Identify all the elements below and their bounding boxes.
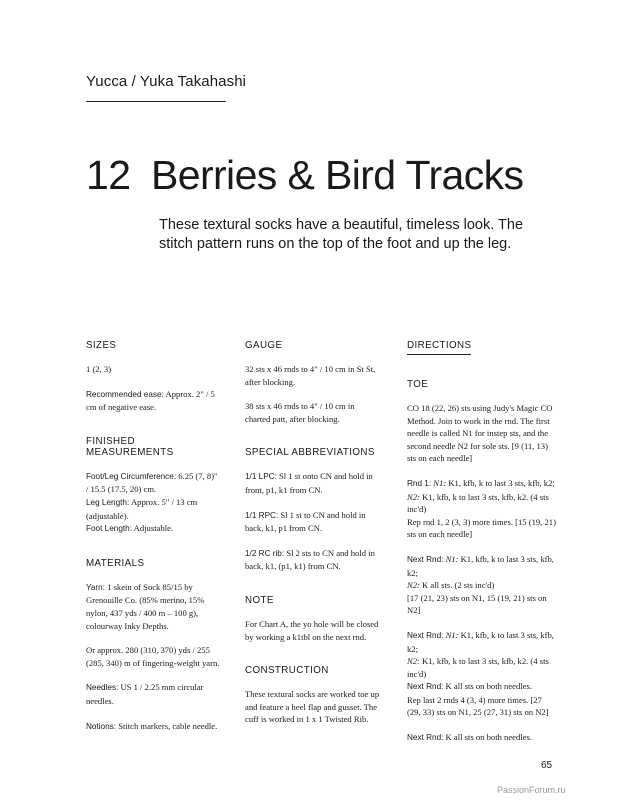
rnd1-n1-text: K1, kfb, k to last 3 sts, kfb, k2; <box>446 477 555 488</box>
next3-line <box>407 680 557 694</box>
rnd1-label: Rnd 1: <box>407 478 432 488</box>
next2-n2-text: K1, kfb, k to last 3 sts, kfb, k2. (4 sts inc'd) <box>407 656 549 679</box>
lpc-value: Sl 1 st onto CN and hold in front, p1, k1 from CN. <box>245 471 373 495</box>
next1-n1-line <box>407 553 557 579</box>
next2-n1-line <box>407 629 557 655</box>
next2-n1-text: K1, kfb, k to last 3 sts, kfb, k2; <box>407 629 554 654</box>
foot-length-paragraph <box>86 522 221 536</box>
gauge-stst: 32 sts x 46 rnds to 4" / 10 cm in St St, after blocking. <box>245 364 376 387</box>
page-number: 65 <box>541 760 553 771</box>
rnd1-n2-line <box>407 491 557 516</box>
watermark: PassionForum.ru <box>497 785 566 795</box>
next1-n2-text: K all sts. (2 sts inc'd) <box>419 580 495 591</box>
lpc-label: 1/1 LPC: <box>245 472 277 482</box>
construction-text: These textural socks are worked toe up and feature a heel flap and gusset. The cuff is worked in 1 x 1 Twisted Rib. <box>245 689 380 725</box>
next1-count: [17 (21, 23) sts on N1, 15 (19, 21) sts on N2] <box>407 592 547 616</box>
circumference-paragraph <box>86 470 221 496</box>
materials-heading: MATERIALS <box>86 557 145 569</box>
rpc-value: Sl 1 st to CN and hold in back, k1, p1 from CN. <box>245 509 366 534</box>
yarn-approx-paragraph: Or approx. 280 (310, 370) yds / 255 (285, 340) m of fingering-weight yarn. <box>86 645 220 668</box>
header-rule <box>86 101 226 102</box>
next-rnd-label: Next Rnd: <box>407 630 444 640</box>
next1-n1-text: K1, kfb, k to last 3 sts, kfb, k2; <box>407 553 554 578</box>
rpc-paragraph <box>245 509 380 535</box>
needles-value: US 1 / 2.25 mm circular needles. <box>86 682 204 706</box>
sizes-value: 1 (2, 3) <box>86 364 112 374</box>
next4-line <box>407 731 557 745</box>
needles-label: Needles: <box>86 683 119 693</box>
n2-label: N2: <box>407 580 420 591</box>
rep-text: Rep rnd 1, 2 (3, 3) more times. [15 (19, 21) sts on each needle] <box>407 516 556 540</box>
notions-label: Notions: <box>86 721 117 731</box>
rc-rib-value: Sl 2 sts to CN and hold in back, k1, (p1, k1) from CN. <box>245 547 375 572</box>
toe-heading: TOE <box>407 379 429 390</box>
gauge-charted: 38 sts x 46 rnds to 4" / 10 cm in charted patt, after blocking. <box>245 401 355 424</box>
next-rnd-label: Next Rnd: <box>407 682 444 692</box>
rc-rib-paragraph <box>245 547 380 573</box>
ease-paragraph <box>86 388 221 414</box>
foot-length-label: Foot Length: <box>86 524 132 534</box>
special-abbreviations-heading: SPECIAL ABBREVIATIONS <box>245 447 375 459</box>
n1-label: N1: <box>433 477 447 488</box>
pattern-title: Berries & Bird Tracks <box>151 152 524 198</box>
yarn-label: Yarn: <box>86 582 105 592</box>
lpc-paragraph <box>245 470 380 496</box>
yarn-paragraph <box>86 581 221 632</box>
rpc-label: 1/1 RPC: <box>245 510 279 520</box>
intro-paragraph: These textural socks have a beautiful, timeless look. The stitch pattern runs on the top of the foot and up the leg. <box>159 217 524 252</box>
rnd1-n2-text: K1, kfb, k to last 3 sts, kfb, k2. (4 sts inc'd) <box>407 491 549 515</box>
note-text: For Chart A, the yo hole will be closed by working a k1tbl on the next rnd. <box>245 618 379 642</box>
column-gauge-abbreviations <box>245 340 380 738</box>
leg-length-value: Approx. 5" / 13 cm (adjustable). <box>86 496 198 521</box>
toe-text: CO 18 (22, 26) sts using Judy's Magic CO Method. Join to work in the rnd. The first needle is called N1 for instep sts, and the second needle N2 for sole sts. [9 (11, 13) sts on each needle] <box>407 403 553 464</box>
column-directions <box>407 340 557 757</box>
circumference-value: 6.25 (7, 8)" / 15.5 (17.5, 20) cm. <box>86 470 218 495</box>
foot-length-value: Adjustable. <box>131 523 174 534</box>
column-sizes-materials <box>86 340 221 745</box>
notions-value: Stitch markers, cable needle. <box>116 720 218 731</box>
finished-measurements-heading: FINISHED MEASUREMENTS <box>86 435 174 458</box>
ease-label: Recommended ease: <box>86 389 164 399</box>
next2-n2-line <box>407 655 557 680</box>
construction-heading: CONSTRUCTION <box>245 665 329 677</box>
n2-label: N2: <box>407 656 420 667</box>
note-heading: NOTE <box>245 594 274 606</box>
next-rnd-label: Next Rnd: <box>407 733 444 743</box>
directions-heading: DIRECTIONS <box>407 340 471 355</box>
next4-text: K all sts on both needles. <box>443 732 532 743</box>
ease-value: Approx. 2" / 5 cm of negative ease. <box>86 388 215 413</box>
leg-length-paragraph <box>86 496 221 522</box>
book-breadcrumb: Yucca / Yuka Takahashi <box>86 73 247 90</box>
next-rnd-label: Next Rnd: <box>407 554 444 564</box>
directions-heading-wrap <box>407 340 557 355</box>
leg-length-label: Leg Length: <box>86 497 130 507</box>
rep2-text: Rep last 2 rnds 4 (3, 4) more times. [27 (29, 33) sts on N1, 25 (27, 31) sts on N2] <box>407 694 549 718</box>
rnd1-n1-line <box>407 477 557 491</box>
rc-rib-label: 1/2 RC rib: <box>245 548 285 558</box>
gauge-heading: GAUGE <box>245 340 283 351</box>
n1-label: N1: <box>445 553 459 564</box>
pattern-number: 12 <box>86 152 131 198</box>
needles-paragraph <box>86 681 221 707</box>
n1-label: N1: <box>445 629 459 640</box>
sizes-heading: SIZES <box>86 340 117 351</box>
n2-label: N2: <box>407 491 420 502</box>
circumference-label: Foot/Leg Circumference: <box>86 471 177 481</box>
next3-text: K all sts on both needles. <box>443 681 532 692</box>
next1-n2-line <box>407 579 557 592</box>
notions-paragraph <box>86 720 221 734</box>
yarn-value: 1 skein of Sock 85/15 by Grenouille Co. (85% merino, 15% nylon, 437 yds / 400 m – 100 g), colourway Inky Depths. <box>86 581 205 631</box>
